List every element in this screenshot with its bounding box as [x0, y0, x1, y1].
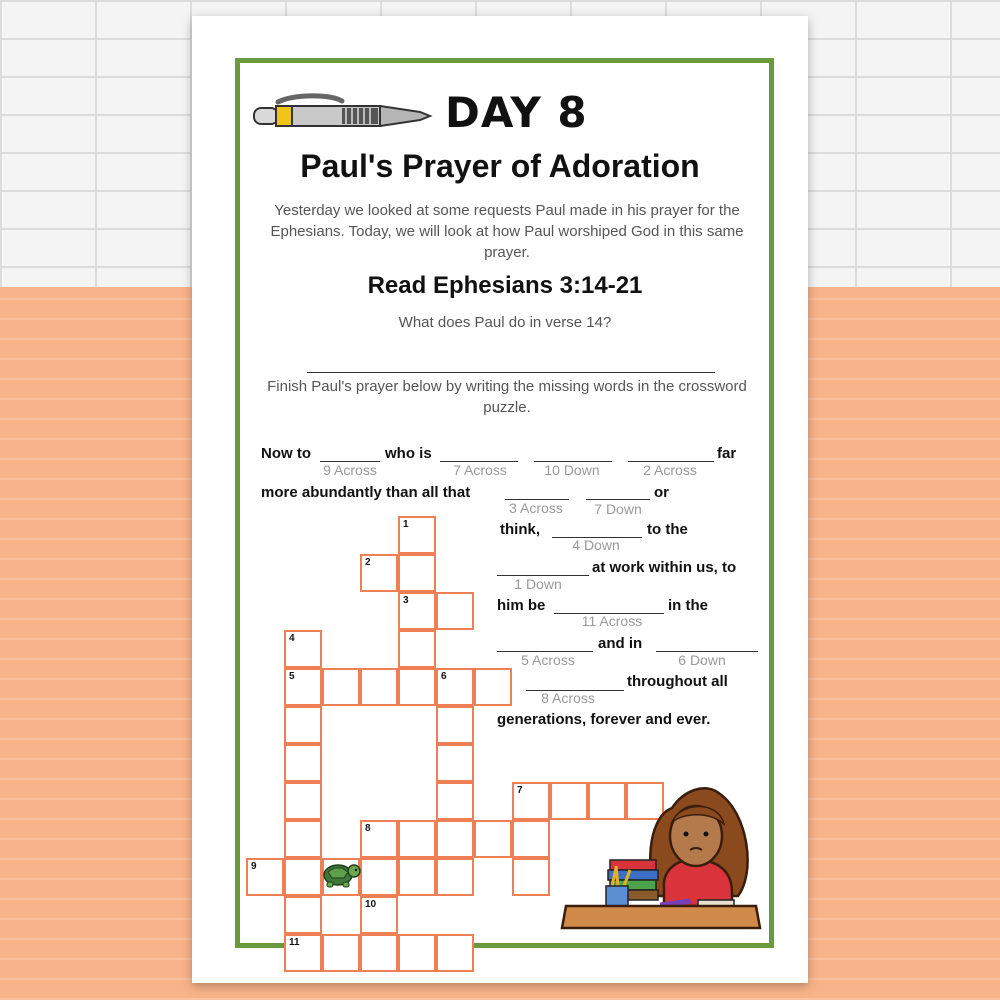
- clue-label: 8 Across: [541, 690, 595, 706]
- crossword-cell[interactable]: [436, 858, 474, 896]
- prayer-text: and in: [598, 635, 643, 652]
- clue-number: 4: [289, 633, 295, 644]
- crossword-cell[interactable]: [284, 896, 322, 934]
- prayer-text: to the: [647, 521, 688, 538]
- clue-number: 7: [517, 785, 523, 796]
- crossword-cell[interactable]: [512, 782, 550, 820]
- clue-number: 9: [251, 861, 257, 872]
- reading-heading: Read Ephesians 3:14-21: [367, 272, 643, 299]
- clue-label: 7 Down: [594, 501, 642, 517]
- crossword-cell[interactable]: [436, 782, 474, 820]
- clue-label: 4 Down: [572, 537, 620, 553]
- prayer-text: at work within us, to: [592, 559, 737, 576]
- prayer-text: him be: [497, 597, 546, 614]
- crossword-cell[interactable]: [360, 820, 398, 858]
- prayer-text: think,: [500, 521, 540, 538]
- crossword-cell[interactable]: [436, 668, 474, 706]
- day-title: DAY 8: [445, 88, 588, 137]
- clue-number: 1: [403, 519, 409, 530]
- clue-number: 10: [365, 899, 377, 910]
- clue-label: 6 Down: [678, 652, 726, 668]
- crossword-cell[interactable]: [398, 554, 436, 592]
- crossword-cell[interactable]: [284, 820, 322, 858]
- crossword-cell[interactable]: [398, 820, 436, 858]
- crossword-cell[interactable]: [436, 820, 474, 858]
- clue-label: 1 Down: [514, 576, 562, 592]
- prayer-text: generations, forever and ever.: [497, 711, 711, 728]
- crossword-cell[interactable]: [474, 668, 512, 706]
- clue-number: 5: [289, 671, 295, 682]
- crossword-cell[interactable]: [436, 706, 474, 744]
- instruction-text: Finish Paul's prayer below by writing the missing words in the crossword puzzle.: [267, 378, 747, 416]
- crossword-cell[interactable]: [284, 706, 322, 744]
- clue-number: 3: [403, 595, 409, 606]
- prayer-text: Now to: [261, 445, 311, 462]
- crossword-cell[interactable]: [398, 668, 436, 706]
- page-title: Paul's Prayer of Adoration: [300, 148, 700, 184]
- crossword-cell[interactable]: [284, 744, 322, 782]
- crossword-cell[interactable]: [284, 934, 322, 972]
- girl-at-desk-illustration: [560, 778, 765, 938]
- clue-label: 10 Down: [544, 462, 600, 478]
- blank-7-down[interactable]: [586, 499, 650, 500]
- clue-number: 6: [441, 671, 447, 682]
- answer-line[interactable]: [307, 372, 715, 373]
- crossword-cell[interactable]: [436, 934, 474, 972]
- crossword-cell[interactable]: [436, 592, 474, 630]
- clue-label: 9 Across: [323, 462, 377, 478]
- pen-icon: [250, 92, 435, 136]
- prayer-text: more abundantly than all that: [261, 484, 471, 501]
- prayer-text: throughout all: [627, 673, 728, 690]
- clue-label: 2 Across: [643, 462, 697, 478]
- crossword-cell[interactable]: [284, 668, 322, 706]
- clue-number: 8: [365, 823, 371, 834]
- intro-paragraph: Yesterday we looked at some requests Paul made in his prayer for the Ephesians. Today, we will look at how Paul worshiped God in this same prayer.: [270, 202, 744, 261]
- clue-label: 11 Across: [581, 613, 643, 629]
- verse-question: What does Paul do in verse 14?: [398, 314, 612, 331]
- crossword-cell[interactable]: [284, 630, 322, 668]
- crossword-cell[interactable]: [398, 630, 436, 668]
- crossword-cell[interactable]: [246, 858, 284, 896]
- crossword-cell[interactable]: [512, 858, 550, 896]
- crossword-cell[interactable]: [512, 820, 550, 858]
- crossword-cell[interactable]: [360, 858, 398, 896]
- clue-label: 5 Across: [521, 652, 575, 668]
- crossword-cell[interactable]: [322, 934, 360, 972]
- prayer-text: who is: [385, 445, 432, 462]
- crossword-cell[interactable]: [360, 668, 398, 706]
- prayer-text: or: [654, 484, 669, 501]
- crossword-cell[interactable]: [284, 782, 322, 820]
- crossword-cell[interactable]: [322, 668, 360, 706]
- clue-label: 3 Across: [509, 500, 563, 516]
- crossword-cell[interactable]: [360, 934, 398, 972]
- crossword-cell[interactable]: [436, 744, 474, 782]
- crossword-cell[interactable]: [398, 858, 436, 896]
- prayer-text: far: [717, 445, 737, 462]
- clue-number: 11: [289, 937, 300, 948]
- clue-label: 7 Across: [453, 462, 507, 478]
- crossword-cell[interactable]: [360, 554, 398, 592]
- crossword-cell[interactable]: [474, 820, 512, 858]
- crossword-cell[interactable]: [398, 592, 436, 630]
- clue-number: 2: [365, 557, 371, 568]
- turtle-icon: [318, 858, 362, 888]
- crossword-cell[interactable]: [398, 934, 436, 972]
- crossword-cell[interactable]: [398, 516, 436, 554]
- crossword-cell[interactable]: [360, 896, 398, 934]
- prayer-text: in the: [668, 597, 708, 614]
- crossword-cell[interactable]: [284, 858, 322, 896]
